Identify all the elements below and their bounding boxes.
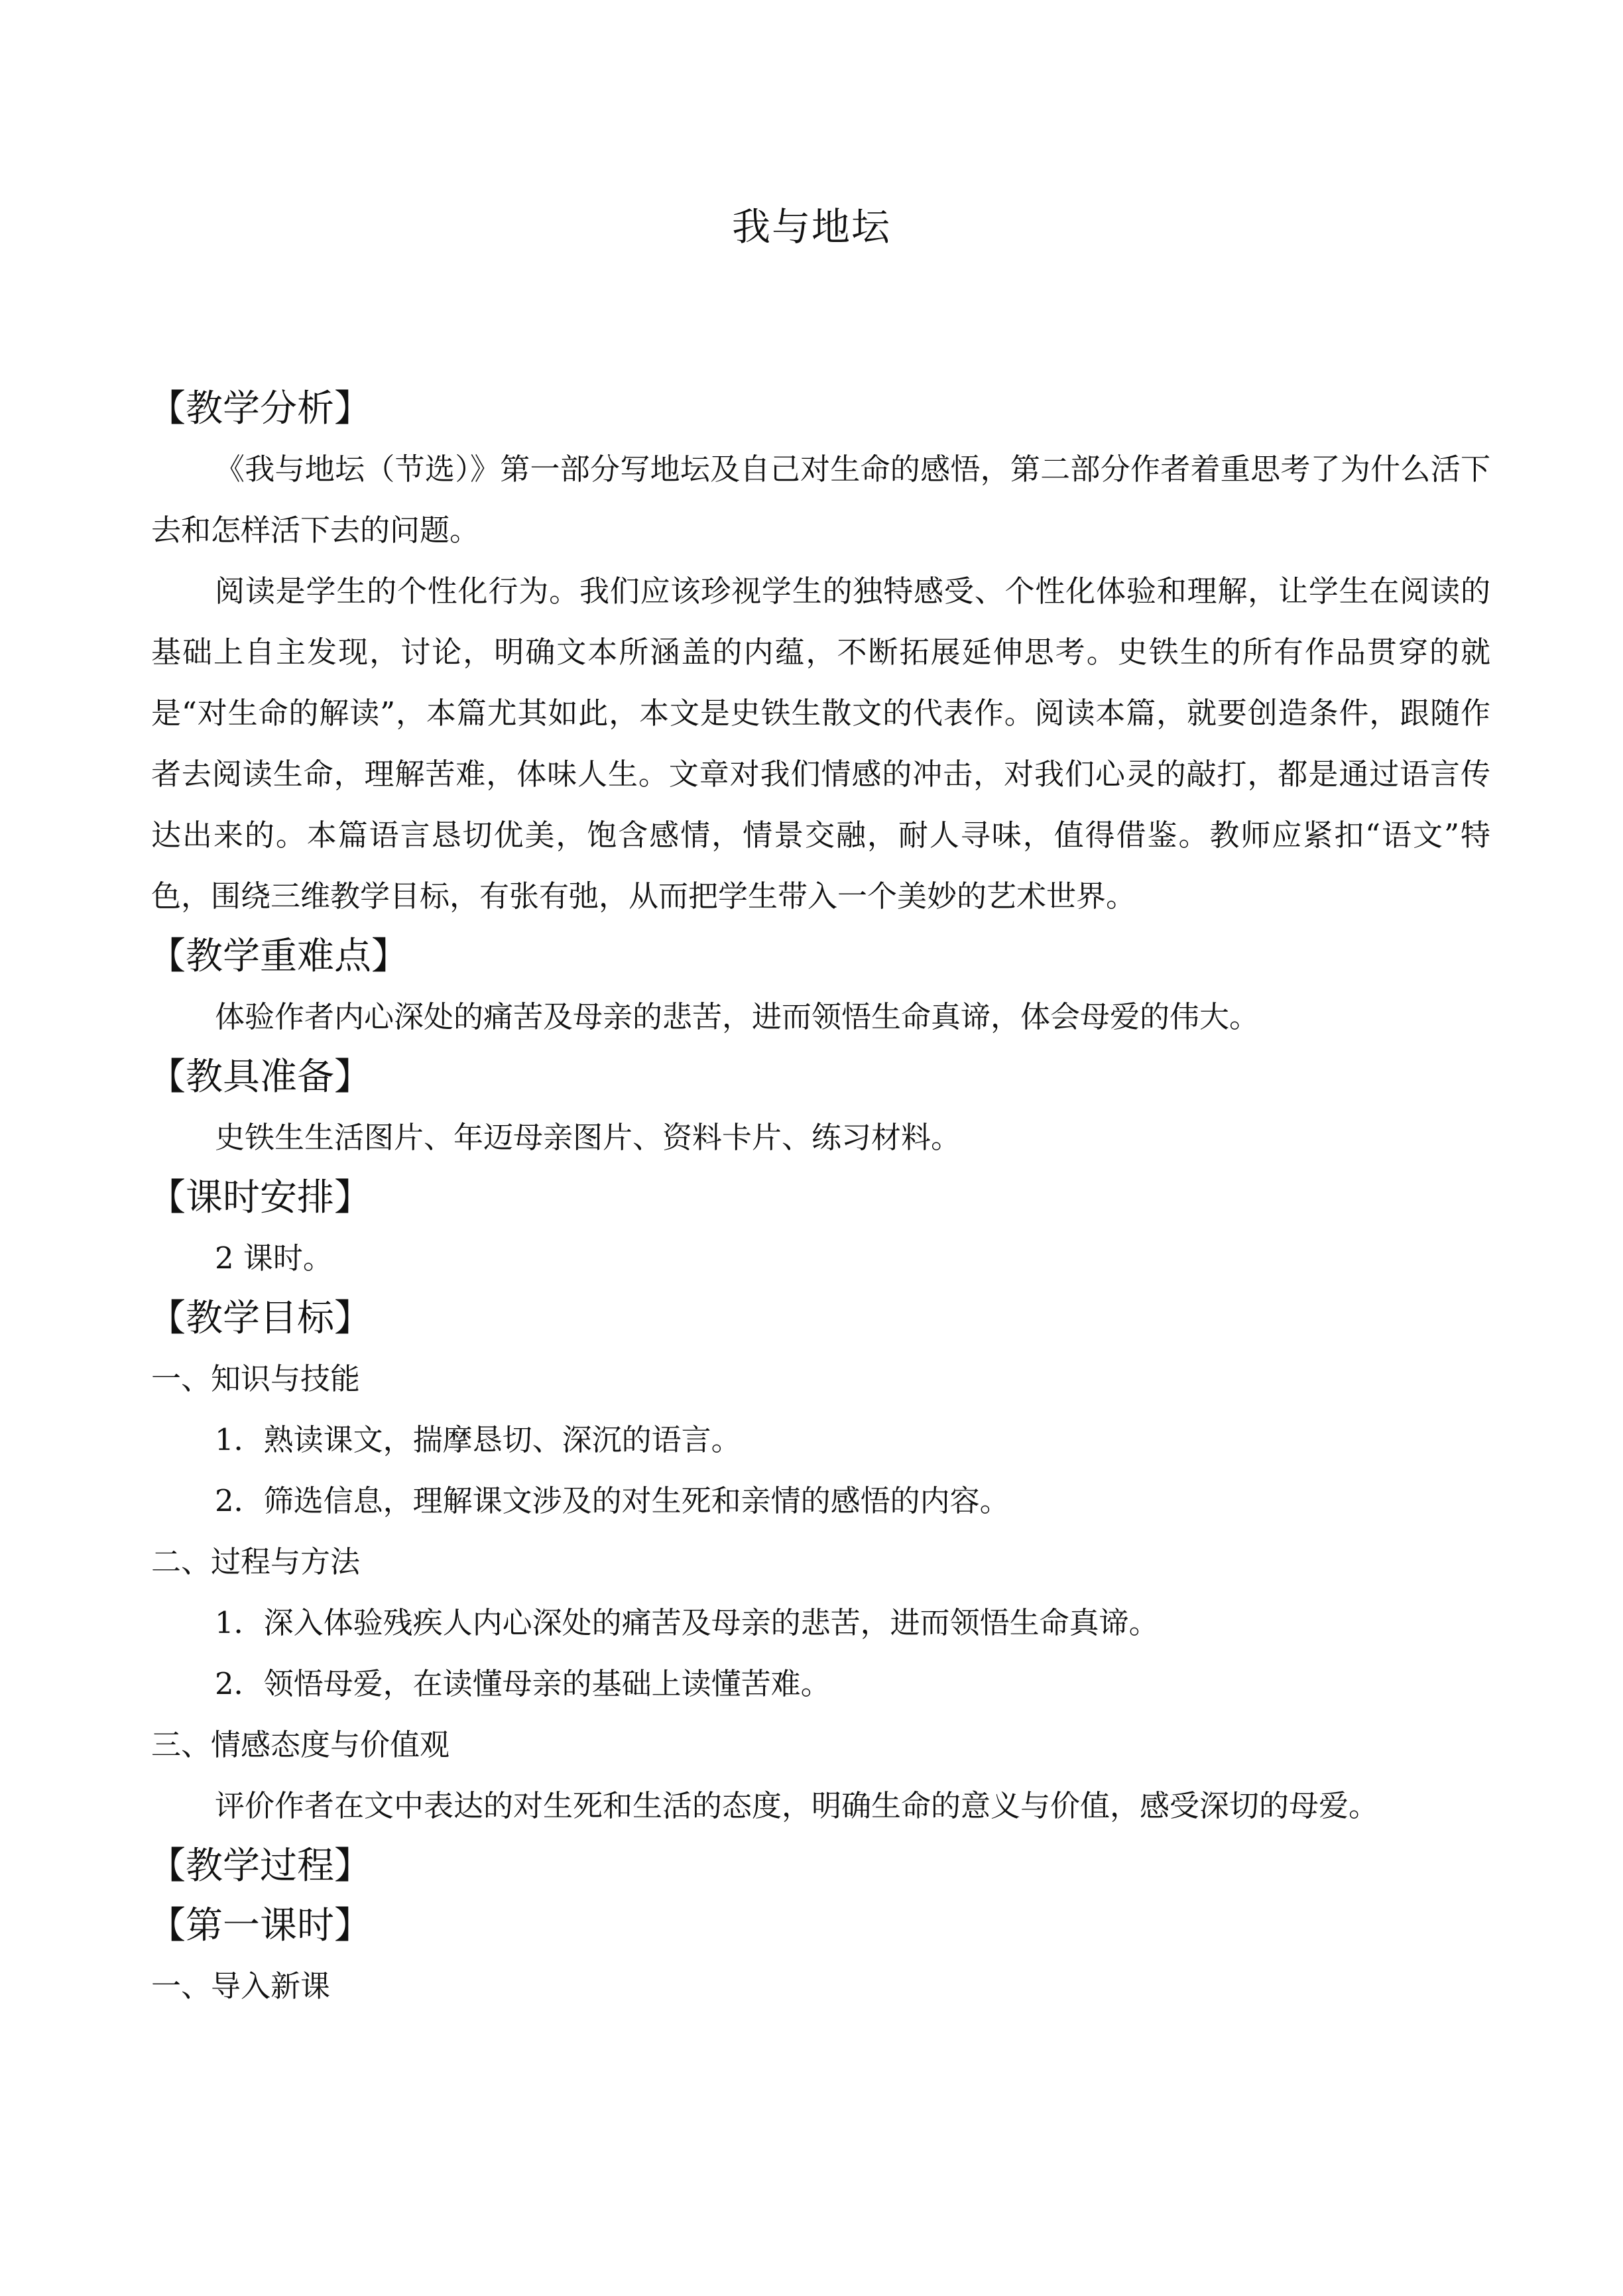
list-item: 1．深入体验残疾人内心深处的痛苦及母亲的悲苦，进而领悟生命真谛。 [215,1605,1159,1640]
objective-knowledge-label: 一、知识与技能 [151,1361,361,1396]
heading-objectives: 【教学目标】 [149,1297,371,1340]
objective-process-label: 二、过程与方法 [151,1544,361,1579]
heading-schedule: 【课时安排】 [149,1176,371,1219]
heading-materials: 【教具准备】 [149,1056,371,1099]
document-title: 我与地坛 [731,204,891,249]
heading-teaching-analysis: 【教学分析】 [149,387,371,430]
objective-emotion-label: 三、情感态度与价值观 [151,1727,450,1762]
first-lesson-step-1: 一、导入新课 [151,1968,331,2004]
analysis-paragraph-1: 《我与地坛（节选）》第一部分写地坛及自己对生命的感悟，第二部分作者着重思考了为什么活下去和怎样活下去的问题。 [151,452,1490,548]
heading-first-lesson: 【第一课时】 [149,1904,371,1947]
analysis-paragraph-2: 阅读是学生的个性化行为。我们应该珍视学生的独特感受、个性化体验和理解，让学生在阅读的基础上自主发现，讨论，明确文本所涵盖的内蕴，不断拓展延伸思考。史铁生的所有作品贯穿的就是“对生命的解读”，本篇尤其如此，本文是史铁生散文的代表作。阅读本篇，就要创造条件，跟随作者去阅读生命，理解苦难，体味人生。文章对我们情感的冲击，对我们心灵的敲打，都是通过语言传达出来的。本篇语言恳切优美，饱含感情，情景交融，耐人寻味，值得借鉴。教师应紧扣“语文”特色，围绕三维教学目标，有张有弛，从而把学生带入一个美妙的艺术世界。 [151,574,1490,914]
heading-teaching-process: 【教学过程】 [149,1844,371,1888]
heading-key-points: 【教学重难点】 [149,935,408,978]
list-item: 1．熟读课文，揣摩恳切、深沉的语言。 [215,1422,741,1457]
schedule-paragraph: 2 课时。 [215,1240,333,1276]
key-points-paragraph: 体验作者内心深处的痛苦及母亲的悲苦，进而领悟生命真谛，体会母爱的伟大。 [215,999,1260,1034]
materials-paragraph: 史铁生生活图片、年迈母亲图片、资料卡片、练习材料。 [215,1120,961,1155]
objective-emotion-paragraph: 评价作者在文中表达的对生死和生活的态度，明确生命的意义与价值，感受深切的母爱。 [215,1788,1379,1823]
list-item: 2．筛选信息，理解课文涉及的对生死和亲情的感悟的内容。 [215,1483,1010,1518]
list-item: 2．领悟母爱，在读懂母亲的基础上读懂苦难。 [215,1666,831,1701]
document-body [151,379,1490,2017]
